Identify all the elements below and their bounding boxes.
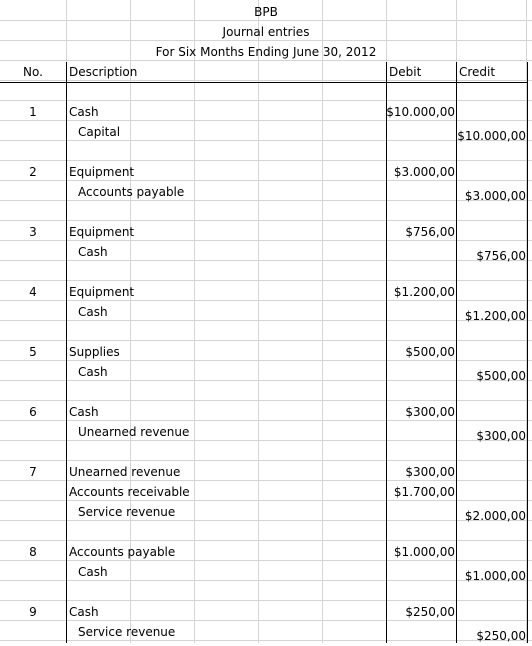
debit-amount: $300,00: [405, 405, 455, 419]
debit-account-name: Accounts payable: [69, 545, 176, 559]
debit-account-name: Equipment: [69, 225, 135, 239]
description-column-border: [386, 62, 387, 643]
entry-number: 2: [29, 165, 37, 179]
grid-row-line: [0, 600, 532, 601]
debit-account-name: Supplies: [69, 345, 120, 359]
credit-amount: $756,00: [476, 249, 526, 263]
column-header-debit: Debit: [389, 65, 422, 79]
entry-number: 5: [29, 345, 37, 359]
entry-number: 1: [29, 105, 37, 119]
company-name: BPB: [254, 5, 278, 19]
credit-amount: $1.200,00: [464, 309, 526, 323]
credit-account-name: Cash: [78, 565, 108, 579]
debit-amount: $1.700,00: [393, 485, 455, 499]
debit-account-name: Unearned revenue: [69, 465, 181, 479]
debit-account-name: Accounts receivable: [69, 485, 190, 499]
entry-number: 4: [29, 285, 37, 299]
grid-row-line: [0, 280, 532, 281]
credit-amount: $300,00: [476, 429, 526, 443]
credit-column-border: [527, 62, 528, 643]
debit-amount: $1.200,00: [393, 285, 455, 299]
entry-number: 6: [29, 405, 37, 419]
credit-account-name: Service revenue: [78, 505, 176, 519]
credit-account-name: Cash: [78, 365, 108, 379]
debit-account-name: Cash: [69, 405, 99, 419]
column-header-no: No.: [23, 65, 43, 79]
credit-amount: $250,00: [476, 629, 526, 643]
debit-amount: $756,00: [405, 225, 455, 239]
credit-amount: $2.000,00: [464, 509, 526, 523]
debit-account-name: Cash: [69, 605, 99, 619]
report-period: For Six Months Ending June 30, 2012: [155, 45, 377, 59]
entry-number: 8: [29, 545, 37, 559]
grid-column-line: [194, 0, 195, 643]
debit-account-name: Equipment: [69, 285, 135, 299]
debit-account-name: Equipment: [69, 165, 135, 179]
debit-amount: $500,00: [405, 345, 455, 359]
debit-amount: $10.000,00: [386, 105, 455, 119]
credit-account-name: Cash: [78, 305, 108, 319]
credit-amount: $3.000,00: [464, 189, 526, 203]
debit-amount: $1.000,00: [393, 545, 455, 559]
debit-amount: $300,00: [405, 465, 455, 479]
grid-row-line: [0, 400, 532, 401]
grid-row-line: [0, 100, 532, 101]
credit-amount: $1.000,00: [464, 569, 526, 583]
grid-column-line: [322, 0, 323, 643]
credit-account-name: Capital: [78, 125, 121, 139]
debit-account-name: Cash: [69, 105, 99, 119]
debit-amount: $3.000,00: [393, 165, 455, 179]
grid-column-line: [258, 0, 259, 643]
header-bottom-border: [0, 82, 528, 83]
grid-row-line: [0, 160, 532, 161]
grid-row-line: [0, 220, 532, 221]
grid-row-line: [0, 340, 532, 341]
entry-number: 9: [29, 605, 37, 619]
credit-account-name: Cash: [78, 245, 108, 259]
grid-row-line: [0, 460, 532, 461]
debit-column-border: [456, 62, 457, 643]
credit-amount: $500,00: [476, 369, 526, 383]
column-header-credit: Credit: [459, 65, 496, 79]
column-header-description: Description: [69, 65, 138, 79]
credit-account-name: Service revenue: [78, 625, 176, 639]
credit-account-name: Unearned revenue: [78, 425, 190, 439]
report-title: Journal entries: [222, 25, 310, 39]
entry-number: 7: [29, 465, 37, 479]
grid-row-line: [0, 540, 532, 541]
debit-amount: $250,00: [405, 605, 455, 619]
credit-account-name: Accounts payable: [78, 185, 185, 199]
entry-number: 3: [29, 225, 37, 239]
no-column-border: [66, 62, 67, 643]
credit-amount: $10.000,00: [457, 129, 526, 143]
